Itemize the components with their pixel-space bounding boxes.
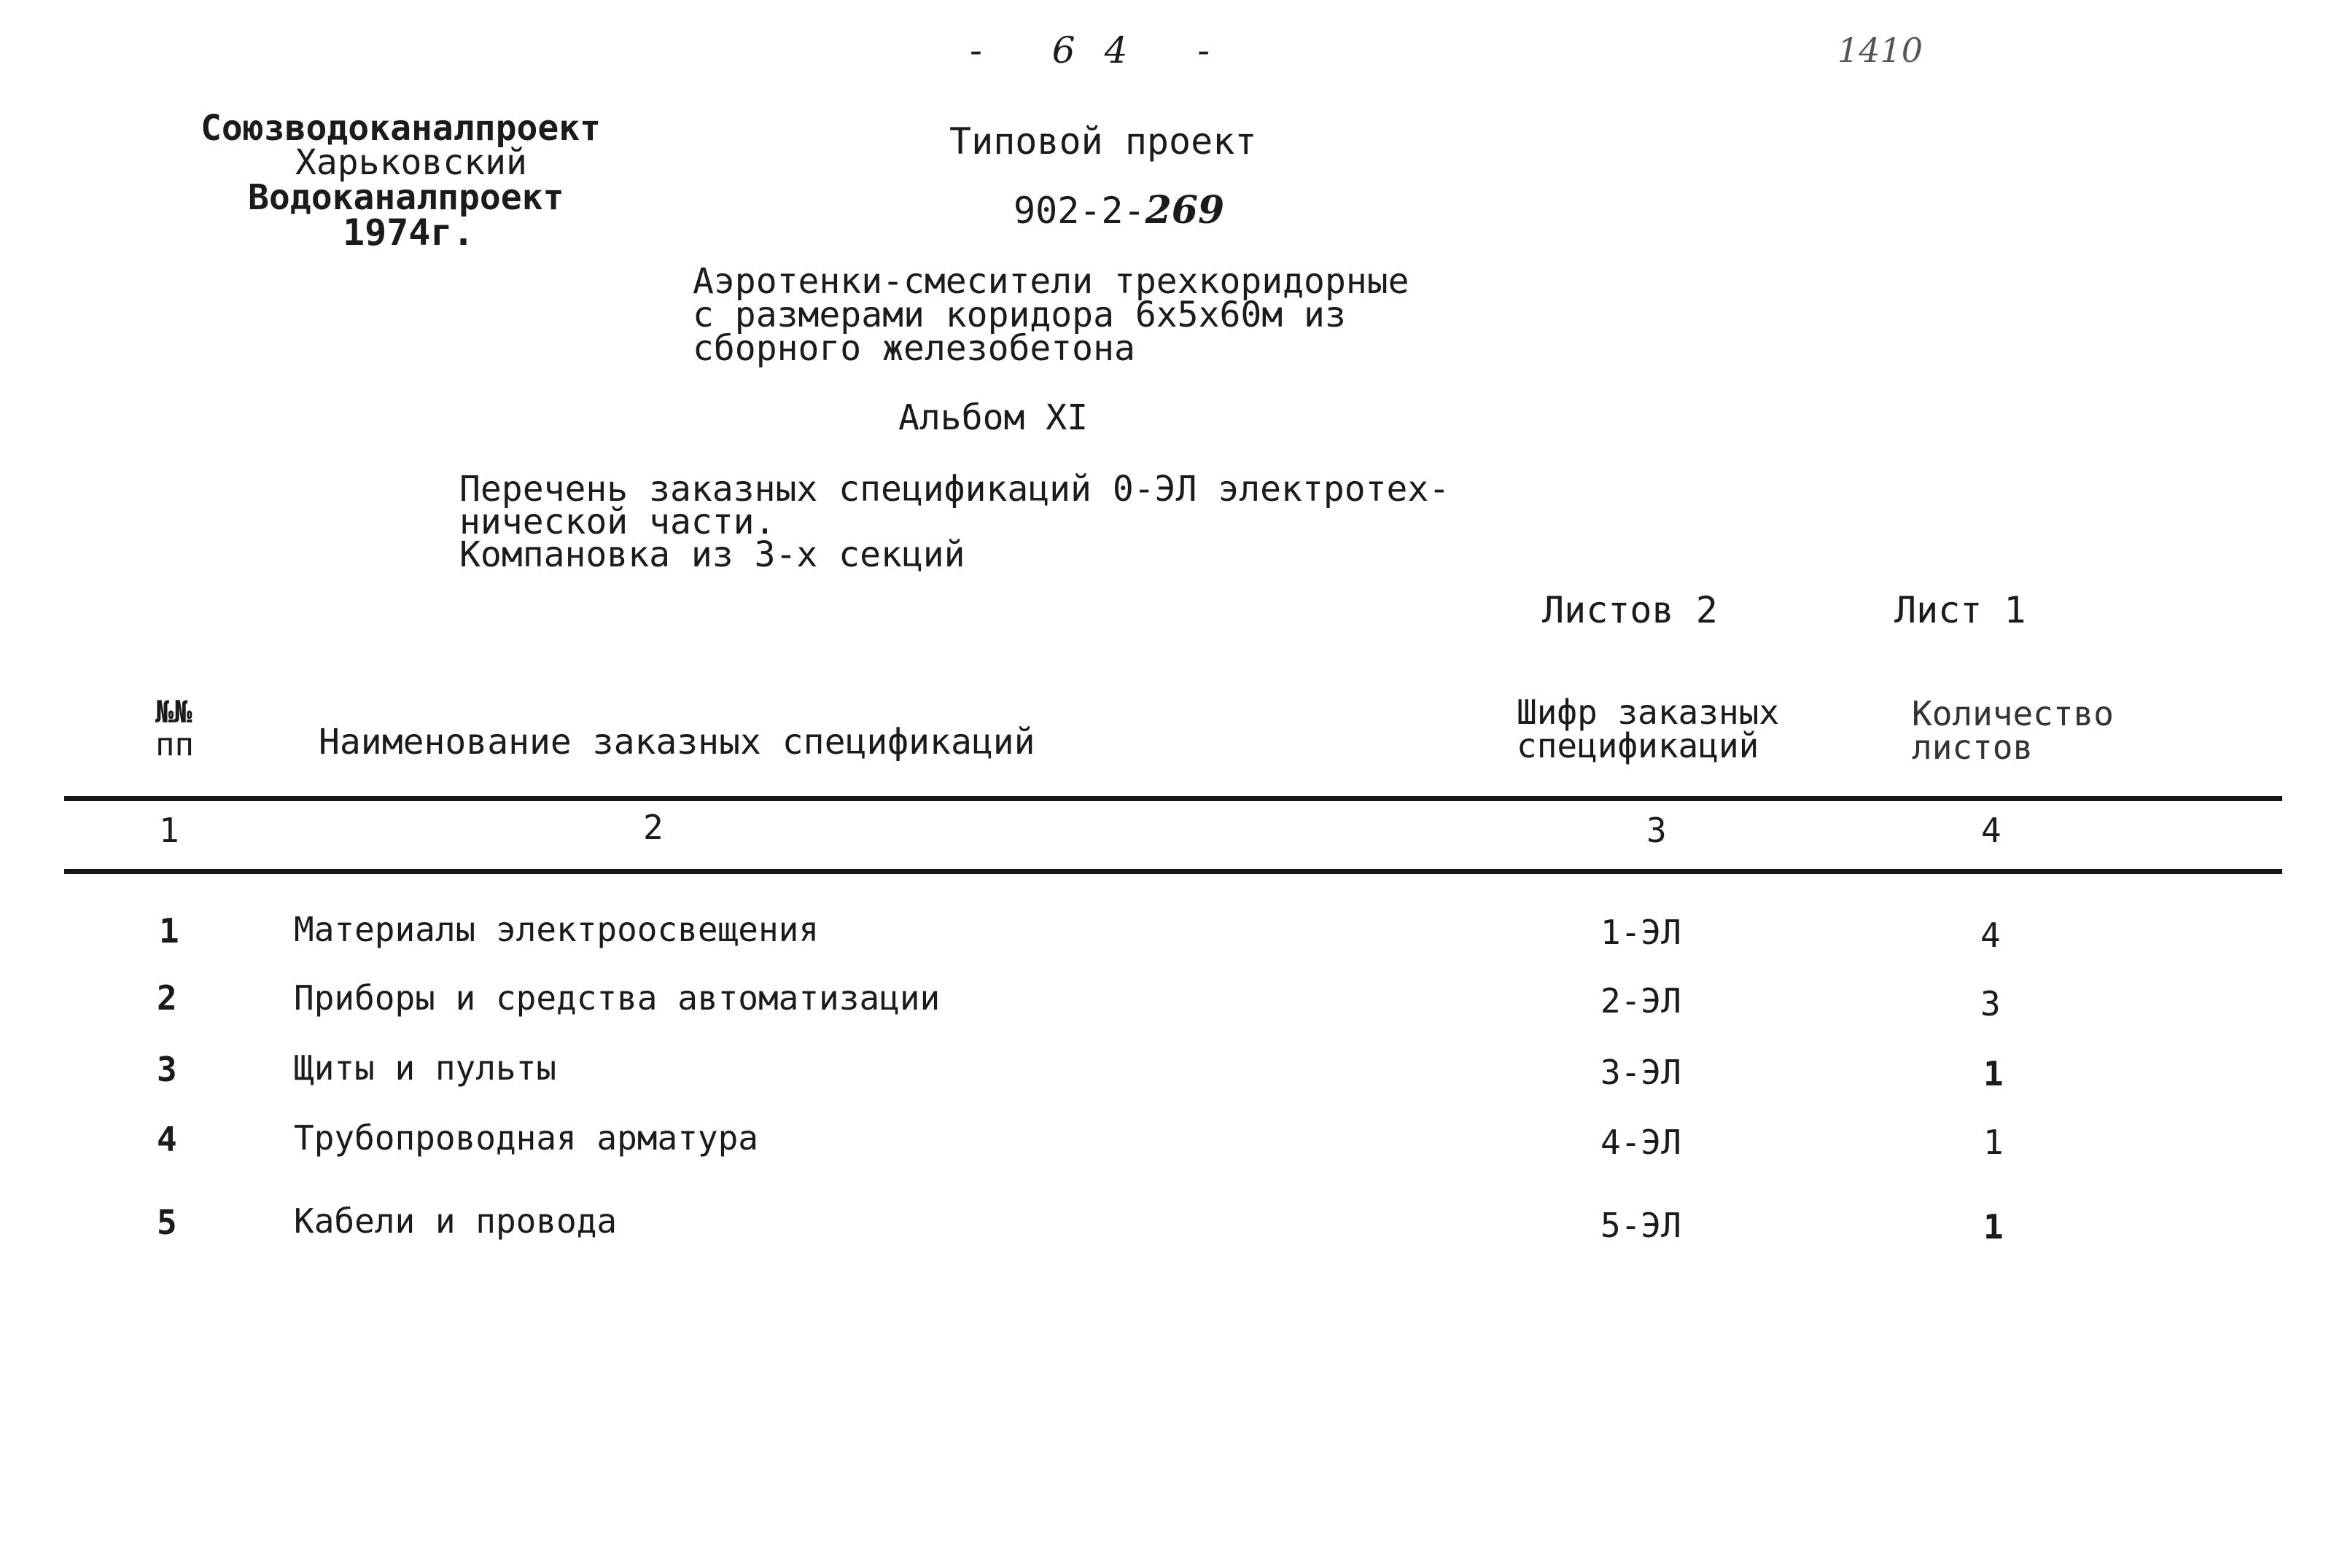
corner-mark: 1410 [1837,31,1923,70]
row-name: Трубопроводная арматура [294,1118,758,1158]
sheet-number: Лист 1 [1894,589,2026,631]
header-num-line2: пп [155,726,194,763]
project-number-handwritten: 269 [1145,188,1225,233]
column-number-4: 4 [1981,811,2001,850]
column-number-2: 2 [643,808,664,847]
organization-line2: Харьковский [295,142,527,183]
row-name: Материалы электроосвещения [294,910,820,949]
header-count-line2: листов [1912,728,2034,767]
column-number-3: 3 [1646,811,1667,850]
row-code: 5-ЭЛ [1600,1206,1681,1245]
row-num: 4 [157,1120,177,1159]
header-code-line1: Шифр заказных [1517,693,1780,732]
table-top-rule [64,796,2282,801]
row-name: Приборы и средства автоматизации [294,978,941,1018]
page-number: - 64 - [970,29,1240,71]
row-num: 3 [157,1050,177,1089]
row-count: 1 [1983,1123,2004,1162]
column-number-1: 1 [159,811,179,850]
title-line3: сборного железобетона [693,328,1135,369]
row-count: 4 [1980,916,2001,955]
row-num: 1 [159,911,179,951]
sheets-total: Листов 2 [1542,589,1718,631]
organization-year: 1974г. [343,211,475,254]
row-count: 1 [1983,1207,2004,1247]
title-line2: с размерами коридора 6х5х60м из [693,295,1346,335]
row-num: 5 [157,1203,177,1242]
row-num: 2 [157,978,177,1018]
row-name: Кабели и провода [294,1201,618,1241]
title-line1: Аэротенки-смесители трехкоридорные [693,261,1409,302]
subtitle-line3: Компановка из 3-х секций [459,534,965,575]
project-number [1014,188,1224,233]
row-code: 1-ЭЛ [1600,913,1681,952]
album-label: Альбом XI [898,397,1089,438]
header-count-line1: Количество [1912,694,2114,733]
subtitle-line1: Перечень заказных спецификаций 0-ЭЛ электротех- [459,469,1450,510]
organization-line3: Водоканалпроект [248,177,564,218]
header-num-line1: №№ [155,694,192,730]
project-label: Типовой проект [949,120,1257,163]
header-code-line2: спецификаций [1517,726,1759,765]
row-name: Щиты и пульты [294,1048,557,1088]
row-code: 4-ЭЛ [1600,1123,1681,1162]
row-count: 3 [1980,984,2001,1023]
organization-line1: Союзводоканалпроект [201,108,602,149]
row-count: 1 [1983,1054,2004,1093]
table-header-rule [64,869,2282,874]
subtitle-line2: нической части. [459,502,776,542]
project-number-printed: 902-2- [1014,190,1145,232]
header-name: Наименование заказных спецификаций [319,722,1035,762]
row-code: 3-ЭЛ [1600,1053,1681,1092]
row-code: 2-ЭЛ [1600,981,1681,1021]
